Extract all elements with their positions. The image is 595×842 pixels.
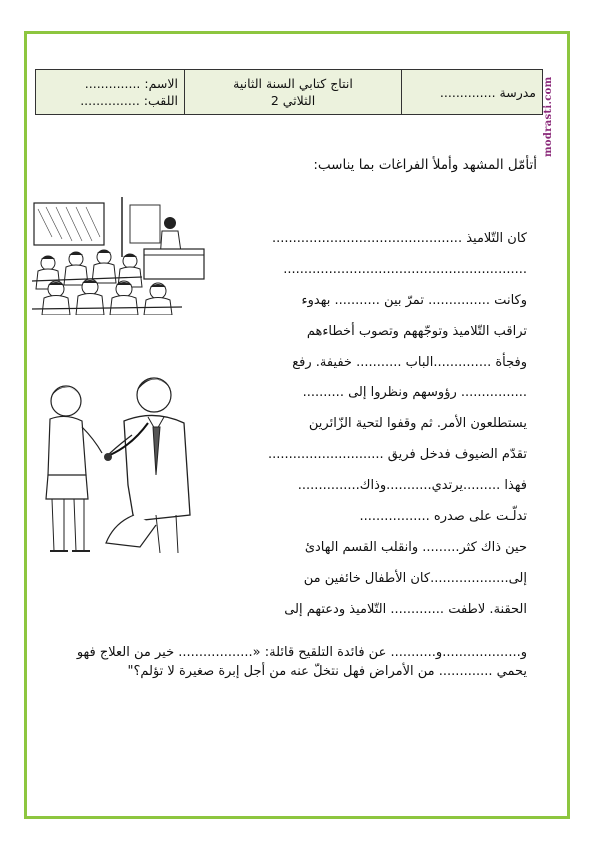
doctor-illustration — [36, 365, 192, 555]
text-line: فهذا .........يرتدي...........وذاك............... — [297, 478, 527, 494]
closing-paragraph: و...................و........... عن فائدة التلقيح قائلة: «.................. خير من العلاج فهو يحمي ............. من الأمراض فهل نتخلّ عنه من أجل إبرة صغيرة لا تؤلم؟" — [76, 645, 527, 679]
text-line: يستطلعون الأمر. ثم وقفوا لتحية الزّائرين — [308, 416, 527, 432]
title-line-2: الثلاثي 2 — [270, 93, 316, 108]
text-line: إلى...................كان الأطفال خائفين من — [303, 570, 527, 586]
surname-field: اللقب: ............... — [80, 93, 178, 108]
text-line: الحقنة. لاطفت ............. التّلاميذ ودعتهم إلى — [284, 601, 527, 617]
instruction-text: أتأمّل المشهد وأملأ الفراغات بما يناسب: — [313, 157, 537, 173]
worksheet-title — [185, 70, 402, 115]
text-line: تراقب التّلاميذ وتوجّههم وتصوب أخطاءهم — [306, 323, 527, 339]
name-field: الاسم: .............. — [84, 76, 178, 91]
text-line: ........................................................... — [283, 261, 527, 277]
text-line: وكانت ............... تمرّ بين ........... بهدوء — [301, 292, 527, 308]
school-field: مدرسة .............. — [402, 70, 543, 115]
text-line: تدلّـت على صدره ................. — [359, 509, 527, 525]
brand-watermark: modrasti.com — [543, 76, 554, 158]
student-fields — [36, 70, 185, 115]
header-table — [35, 69, 543, 115]
text-line: تقدّم الضيوف فدخل فريق ............................ — [267, 447, 527, 463]
text-line: كان التّلاميذ .............................................. — [271, 231, 527, 246]
classroom-illustration — [32, 197, 210, 315]
text-line: وفجأة ..............الباب ........... خفيفة. رفع — [292, 354, 527, 370]
text-line: حين ذاك كثر......... وانقلب القسم الهادئ — [304, 539, 527, 555]
text-line: ................ رؤوسهم ونظروا إلى .......... — [302, 385, 527, 401]
fill-in-text — [197, 224, 527, 626]
title-line-1: انتاج كتابي السنة الثانية — [233, 76, 353, 91]
